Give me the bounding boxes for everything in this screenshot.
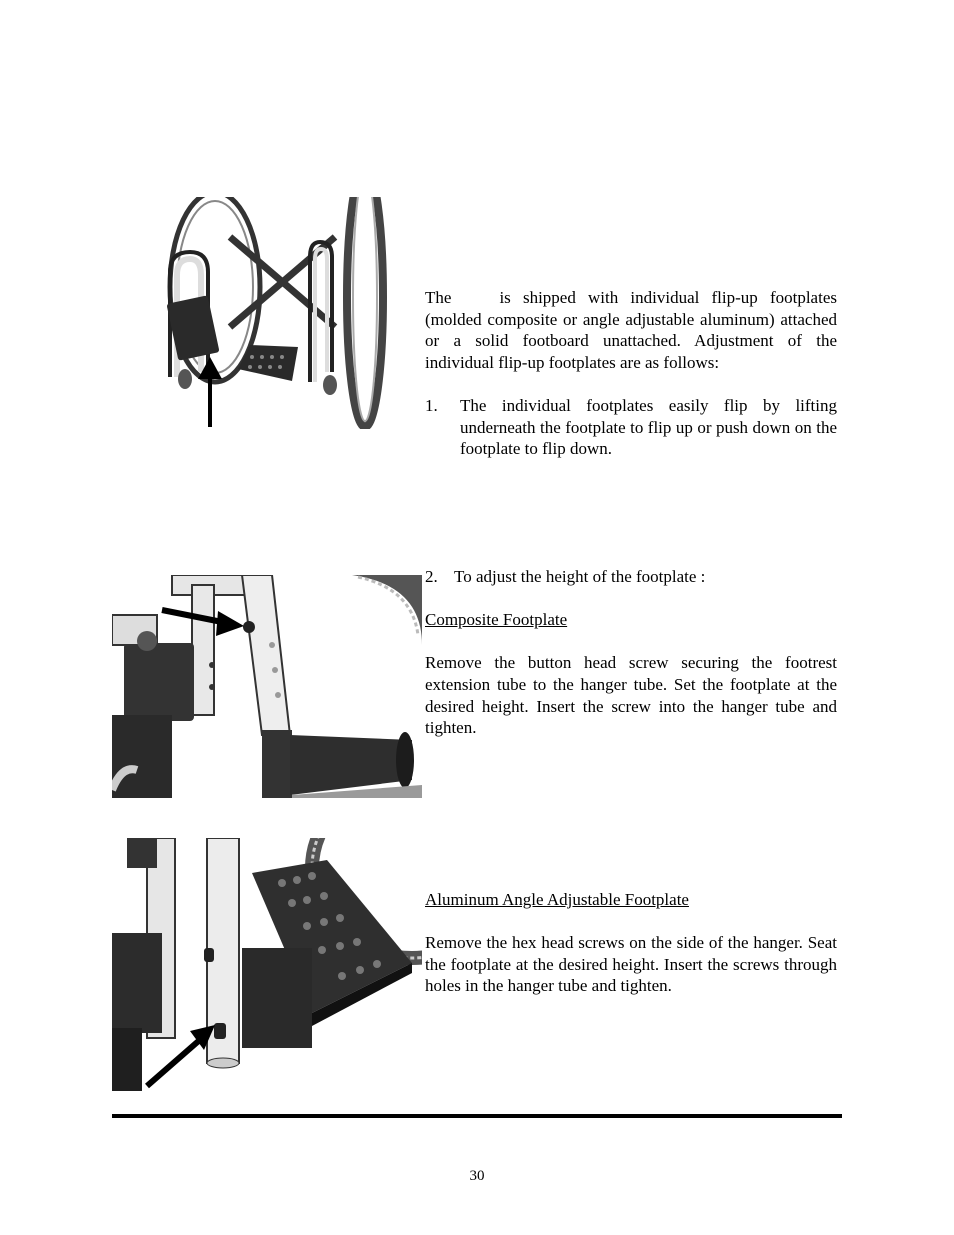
aluminum-footplate-figure bbox=[112, 838, 422, 1091]
page-number: 30 bbox=[469, 1168, 485, 1184]
composite-footplate-figure bbox=[112, 575, 422, 798]
aluminum-footplate-heading: Aluminum Angle Adjustable Footplate bbox=[425, 890, 689, 909]
aluminum-footplate-illustration bbox=[112, 838, 422, 1091]
list-item-2-text: To adjust the height of the footplate : bbox=[454, 567, 706, 586]
intro-paragraph bbox=[425, 287, 837, 373]
aluminum-text-block bbox=[425, 889, 837, 997]
aluminum-footplate-instructions: Remove the hex head screws on the side of the hanger. Seat the footplate at the desired height. Insert the screws through holes in the hanger tube and tighten. bbox=[425, 933, 837, 996]
wheelchair-illustration bbox=[160, 197, 392, 429]
intro-the: The bbox=[425, 288, 452, 307]
composite-footplate-instructions: Remove the button head screw securing the footrest extension tube to the hanger tube. Set the footplate at the desired height. Insert the screw into the hanger tube and tighten. bbox=[425, 653, 837, 738]
list-item-1-text: The individual footplates easily flip by lifting underneath the footplate to flip up or push down on the footplate to flip down. bbox=[460, 395, 837, 459]
footer-divider bbox=[112, 1114, 842, 1118]
list-item-2 bbox=[425, 566, 837, 588]
intro-text-block bbox=[425, 287, 837, 460]
list-item-2-number: 2. bbox=[425, 567, 438, 586]
list-item-1 bbox=[425, 395, 837, 460]
wheelchair-footplate-figure bbox=[160, 197, 392, 429]
intro-rest: is shipped with individual flip-up footplates (molded composite or angle adjustable aluminum) attached or a solid footboard unattached. Adjustment of the individual flip-up footplates are as follows: bbox=[425, 288, 837, 372]
composite-footplate-illustration bbox=[112, 575, 422, 798]
height-adjust-text-block bbox=[425, 566, 837, 739]
list-item-1-number: 1. bbox=[425, 395, 438, 415]
composite-footplate-heading: Composite Footplate bbox=[425, 610, 568, 630]
